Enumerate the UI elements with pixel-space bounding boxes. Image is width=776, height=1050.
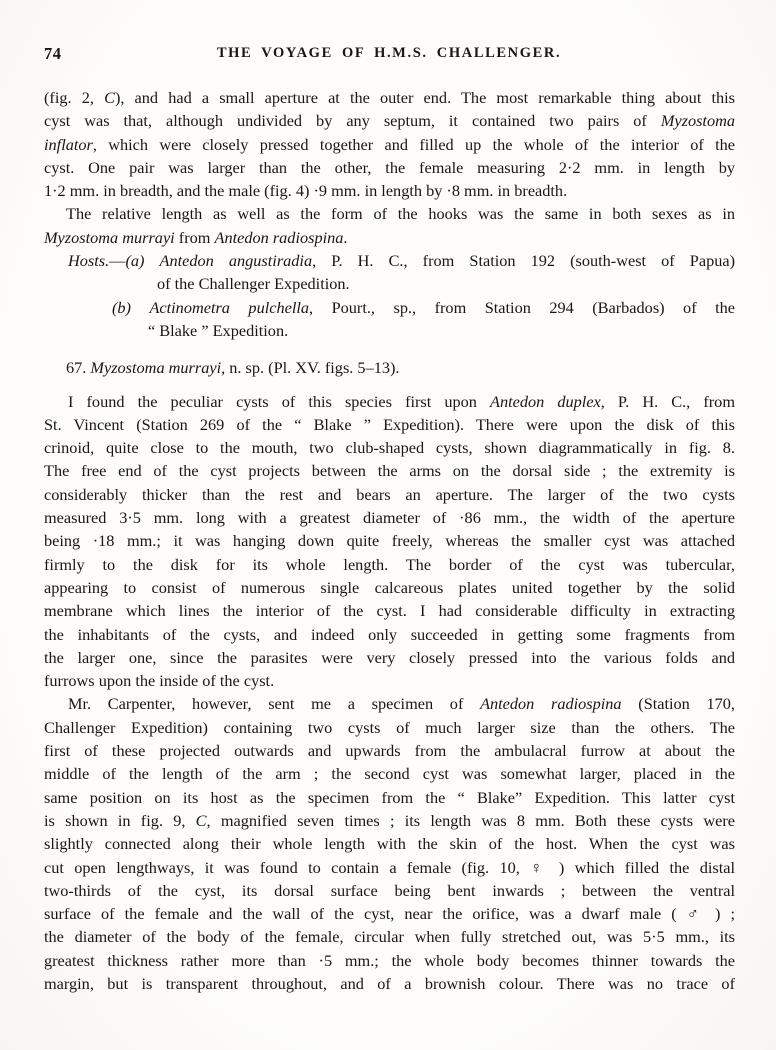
text-segment: firmly to the disk for its whole length. The border of the cyst was tubercular, [44,554,735,574]
text-segment: . [343,227,348,247]
text-line [44,925,735,948]
text-line [44,319,735,342]
text-line [44,599,735,622]
running-title: THE VOYAGE OF H.M.S. CHALLENGER. [216,45,562,61]
text-segment: of the Challenger Expedition. [157,274,350,294]
paragraph-carpenter-specimen [44,692,735,995]
text-segment: “ Blake ” Expedition. [148,320,289,340]
text-segment: being ·18 mm.; it was hanging down quite freely, whereas the smaller cyst was attached [44,531,735,551]
species-heading [44,356,735,379]
text-segment: from [174,227,215,247]
text-line [44,832,735,855]
text-line [44,692,735,715]
text-line [44,972,735,995]
text-line [44,716,735,739]
text-segment: greatest thickness rather more than ·5 mm.; the whole body becomes thinner towards the [44,950,735,970]
text-line [44,390,735,413]
text-segment: ), and had a small aperture at the outer end. The most remarkable thing about this [114,88,735,107]
text-segment: (fig. 2, [44,88,105,107]
text-line [44,109,735,132]
italic-text-segment: Hosts. [68,251,110,271]
italic-text-segment: Antedon radiospina [214,227,344,247]
italic-text-segment: C [104,88,115,107]
text-segment: membrane which lines the interior of the cyst. I had considerable difficulty in extracting [44,601,735,621]
italic-text-segment: inflator [44,134,93,154]
text-line [44,156,735,179]
text-segment: The relative length as well as the form of the hooks was the same in both sexes as in [66,204,735,224]
text-line [44,809,735,832]
text-segment: , magnified seven times ; its length was 8 mm. Both these cysts were [206,810,736,830]
text-segment: The free end of the cyst projects between the arms on the dorsal side ; the extremity is [44,461,735,481]
text-segment: considerably thicker than the rest and bears an aperture. The larger of the two cysts [44,484,735,504]
text-segment: middle of the length of the arm ; the second cyst was somewhat larger, placed in the [44,764,735,784]
text-line [44,786,735,809]
text-line [44,413,735,436]
italic-text-segment: Antedon duplex [490,391,601,411]
text-segment: crinoid, quite close to the mouth, two club-shaped cysts, shown diagrammatically in fig. 8. [44,438,735,458]
page-header [44,44,734,62]
italic-text-segment: Antedon angustiradia [159,251,313,271]
text-line [44,133,735,156]
italic-text-segment: Actinometra pulchella [149,297,310,317]
text-segment [131,298,149,317]
text-segment: — [109,251,126,271]
text-line [44,179,735,202]
text-segment: appearing to consist of numerous single calcareous plates united together by the solid [44,577,735,597]
text-line [44,356,735,379]
text-segment: , which were closely pressed together and filled up the whole of the interior of the [92,134,735,154]
italic-text-segment: (b) [112,297,131,317]
text-segment: is shown in fig. 9, [44,810,196,830]
text-line [44,553,735,576]
text-segment: the larger one, since the parasites were very closely pressed into the various folds and [44,647,735,667]
text-line [44,902,735,925]
text-line [44,576,735,599]
text-segment: Challenger Expedition) containing two cysts of much larger size than the others. The [44,717,735,737]
text-line [44,226,735,249]
text-line [44,529,735,552]
text-line [44,949,735,972]
text-segment: two-thirds of the cyst, its dorsal surface being bent inwards ; between the ventral [44,880,735,900]
text-segment: cut open lengthways, it was found to contain a female (fig. 10, ♀ ) which filled the distal [44,857,735,877]
paragraph-cyst-continuation [44,86,735,202]
text-segment: , P. H. C., from Station 192 (south-west of Papua) [312,251,736,271]
text-segment: margin, but is transparent throughout, and of a brownish colour. There was no trace of [44,973,735,993]
text-segment [144,251,159,270]
text-segment: , n. sp. (Pl. XV. figs. 5–13). [221,358,400,378]
text-line [44,623,735,646]
text-line [44,646,735,669]
text-segment: , P. H. C., from [600,391,735,411]
text-line [44,856,735,879]
text-line [44,296,735,319]
paragraph-relative-length [44,202,735,249]
italic-text-segment: Myzostoma murrayi [44,227,175,247]
italic-text-segment: (a) [125,251,145,271]
text-segment: I found the peculiar cysts of this species first upon [68,391,491,411]
text-segment: measured 3·5 mm. long with a greatest diameter of ·86 mm., the width of the aperture [44,508,735,528]
text-line [44,272,735,295]
text-segment: same position on its host as the specimen from the “ Blake” Expedition. This latter cyst [44,787,735,807]
text-segment: Mr. Carpenter, however, sent me a specimen of [68,694,481,714]
text-segment: 67. [66,358,91,378]
text-line [44,879,735,902]
text-segment: slightly connected along their whole length with the skin of the host. When the cyst was [44,834,735,854]
text-segment: surface of the female and the wall of the cyst, near the orifice, was a dwarf male ( ♂ ) ; [44,904,735,924]
italic-text-segment: Myzostoma [660,111,735,131]
text-segment: the inhabitants of the cysts, and indeed only succeeded in getting some fragments from [44,624,735,644]
italic-text-segment: C [195,810,207,830]
italic-text-segment: Myzostoma murrayi [90,358,222,378]
paragraph-peculiar-cysts [44,390,735,693]
text-line [44,202,735,225]
italic-text-segment: Antedon radiospina [480,694,622,714]
text-segment: cyst was that, although undivided by any septum, it contained two pairs of [44,111,661,131]
text-segment: 1·2 mm. in breadth, and the male (fig. 4) ·9 mm. in length by ·8 mm. in breadth. [44,181,568,201]
text-line [44,483,735,506]
text-line [44,506,735,529]
text-block [44,86,735,995]
text-segment: the diameter of the body of the female, circular when fully stretched out, was 5·5 mm., its [44,927,735,947]
text-segment: first of these projected outwards and upwards from the ambulacral furrow at about the [44,741,735,761]
text-segment: , Pourt., sp., from Station 294 (Barbados) of the [309,297,735,317]
text-line [44,669,735,692]
paragraph-hosts [44,249,735,342]
text-line [44,762,735,785]
text-line [44,459,735,482]
text-line [44,86,735,109]
text-segment: (Station 170, [621,694,736,714]
text-segment: cyst. One pair was larger than the other, the female measuring 2·2 mm. in length by [44,157,735,177]
page-number: 74 [44,44,62,63]
text-line [44,249,735,272]
text-line [44,739,735,762]
text-segment: St. Vincent (Station 269 of the “ Blake ” Expedition). There were upon the disk of this [44,414,735,434]
text-line [44,436,735,459]
text-segment: furrows upon the inside of the cyst. [44,671,275,691]
